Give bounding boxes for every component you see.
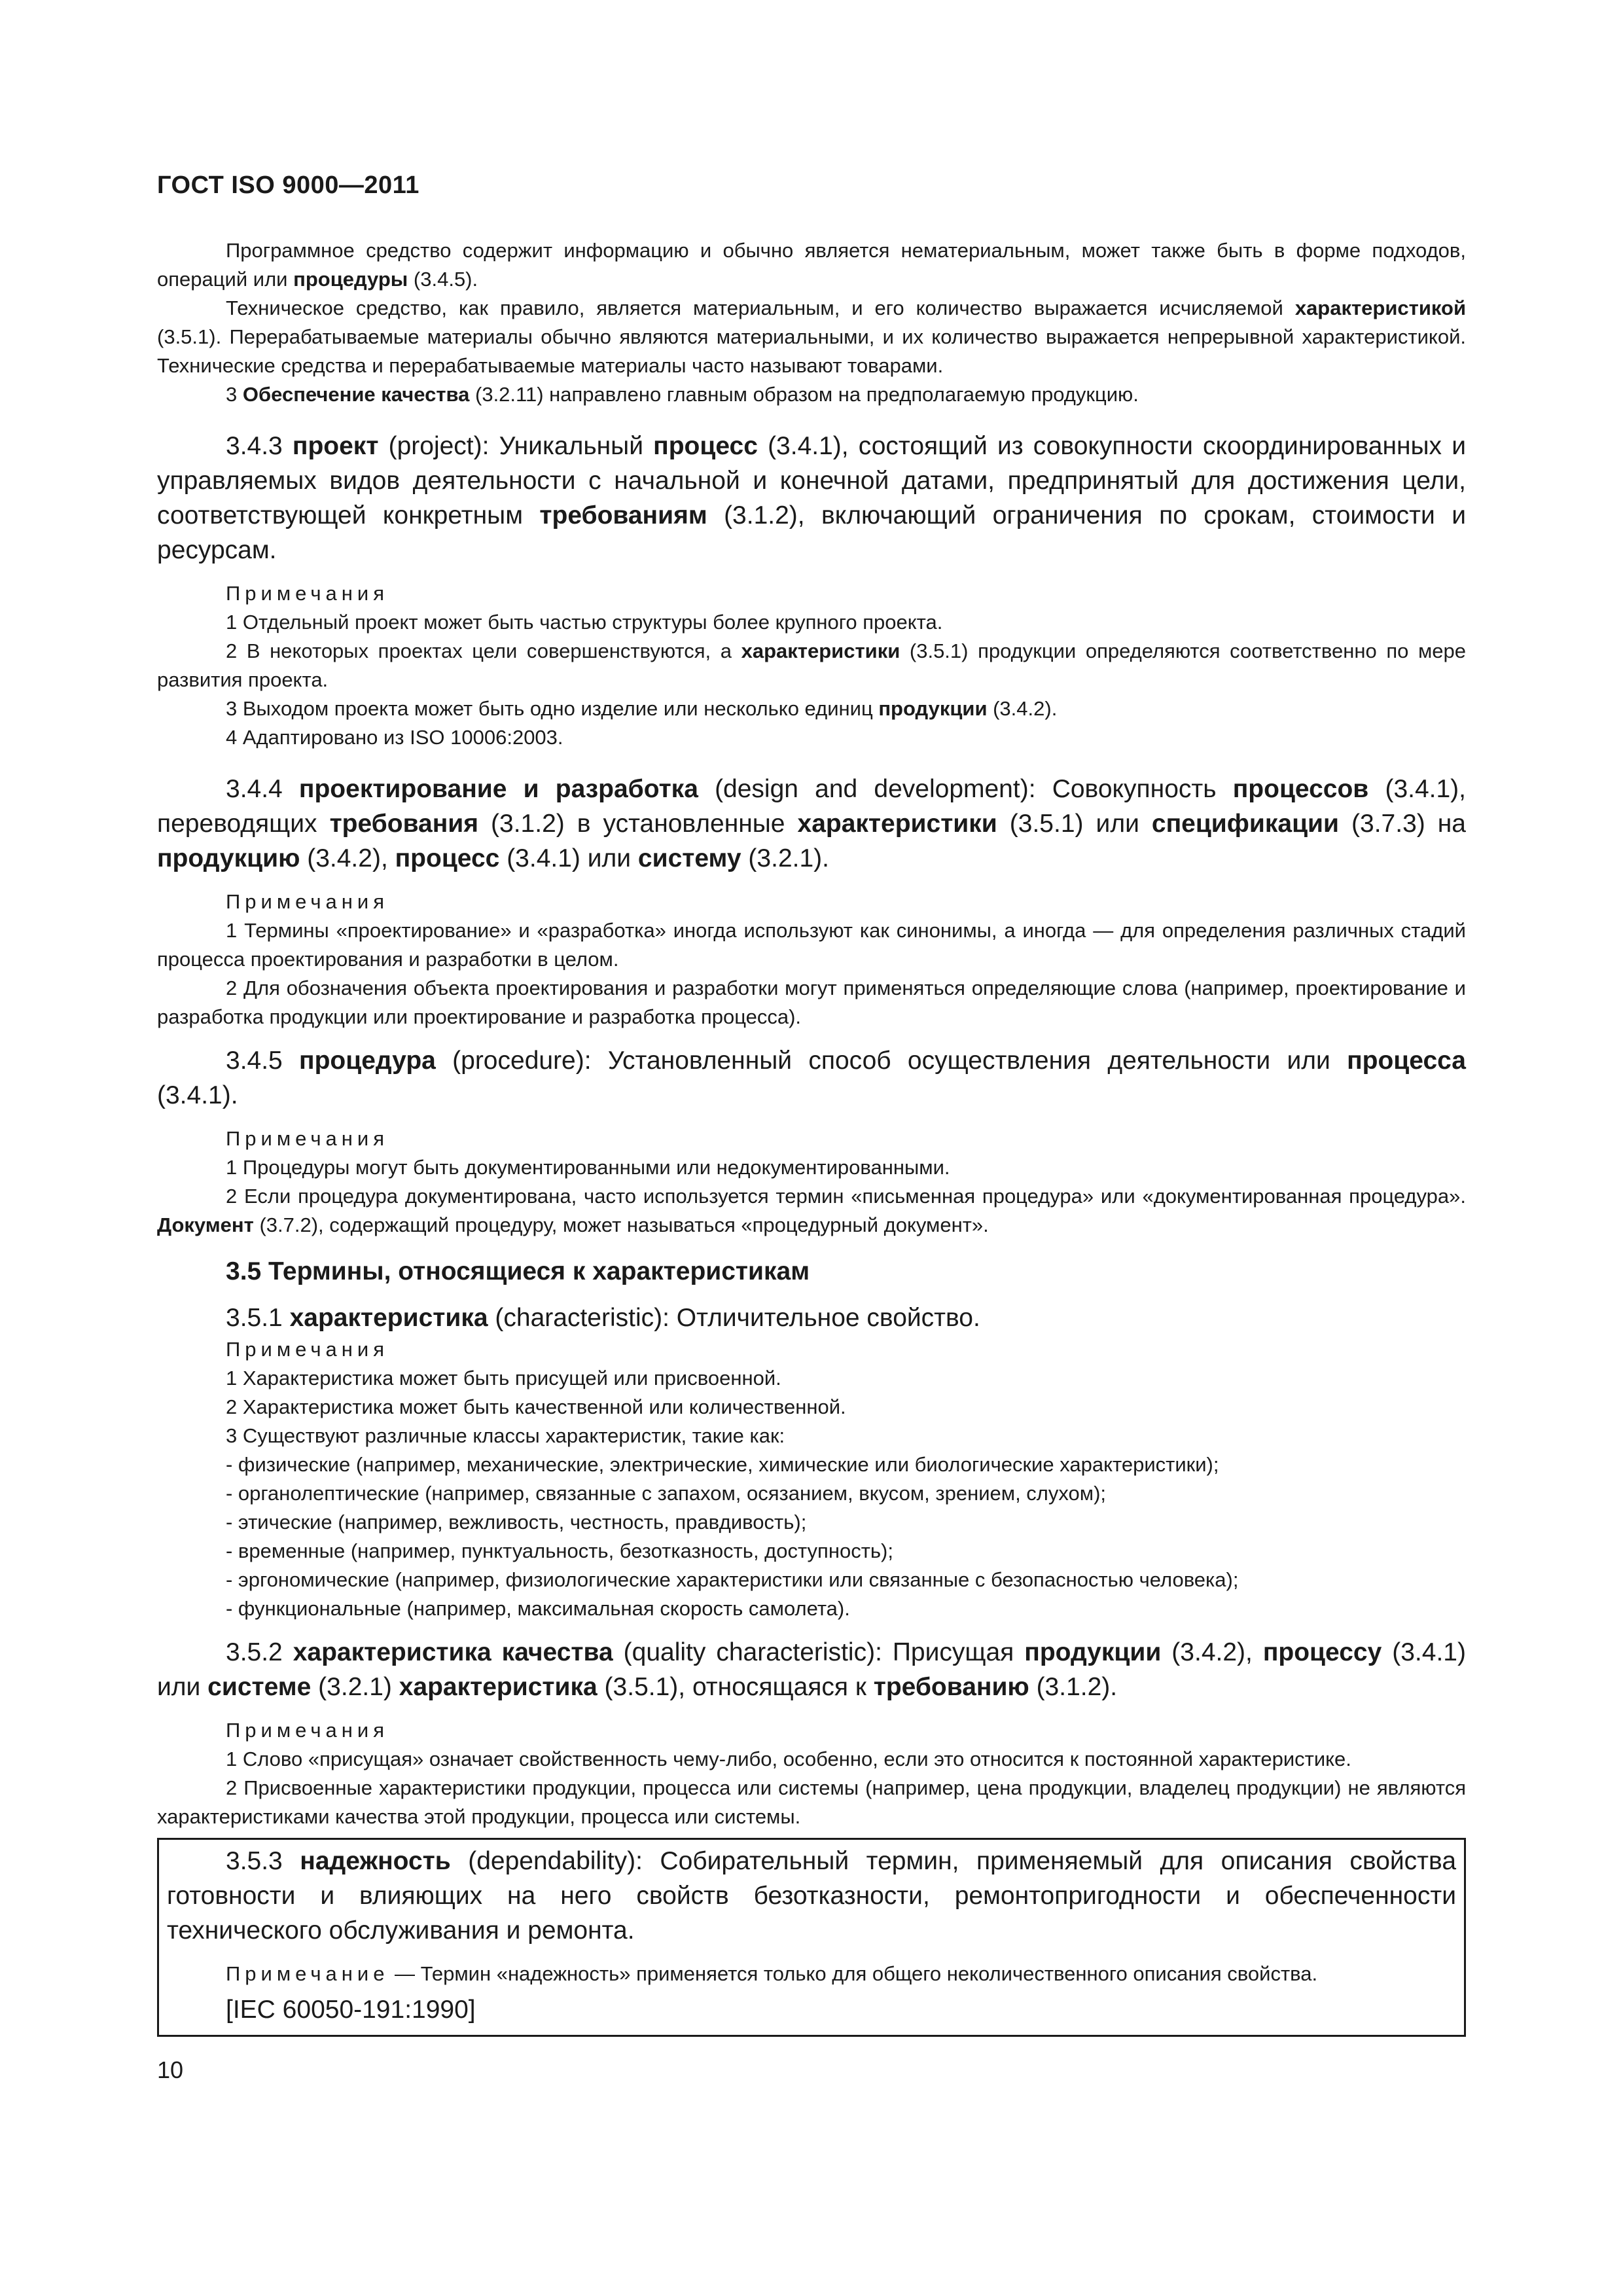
definition-3-5-1: 3.5.1 характеристика (characteristic): Отличительное свойство. <box>226 1304 980 1332</box>
note-item: 1 Термины «проектирование» и «разработка» иногда используют как синонимы, а иногда — для определения различных стадий процесса проектирования и разработки в целом. <box>157 919 1466 971</box>
note-item: Примечание — Термин «надежность» применяется только для общего неколичественного описания свойства. <box>226 1962 1318 1985</box>
notes-title: Примечания <box>226 1338 389 1361</box>
framed-definition-3-5-3 <box>157 1838 1466 2037</box>
list-item: - эргономические (например, физиологические характеристики или связанные с безопасностью человека); <box>226 1568 1239 1591</box>
note-item: 2 Если процедура документирована, часто используется термин «письменная процедура» или «документированная процедура». Документ (3.7.2), содержащий процедуру, может называться «процедурный документ». <box>157 1185 1466 1236</box>
note-item: 1 Отдельный проект может быть частью структуры более крупного проекта. <box>226 611 943 634</box>
definition-3-5-3: 3.5.3 надежность (dependability): Собирательный термин, применяемый для описания свойства готовности и влияющих на него свойств безотказности, ремонтопригодности и обеспеченности технического обслуживания и ремонта. <box>167 1847 1457 1945</box>
definition-3-4-4: 3.4.4 проектирование и разработка (design and development): Совокупность процессов (3.4.1), переводящих требования (3.1.2) в установленные характеристики (3.5.1) или спецификации (3.7.3) на продукцию (3.4.2), процесс (3.4.1) или систему (3.2.1). <box>157 775 1467 872</box>
list-item: - органолептические (например, связанные с запахом, осязанием, вкусом, зрением, слухом); <box>226 1482 1107 1505</box>
note-item: 1 Процедуры могут быть документированными или недокументированными. <box>226 1156 950 1179</box>
note-item: 1 Характеристика может быть присущей или присвоенной. <box>226 1367 781 1390</box>
page-number: 10 <box>157 2056 184 2083</box>
note-item: 2 Характеристика может быть качественной или количественной. <box>226 1395 846 1418</box>
source-reference: [IEC 60050-191:1990] <box>226 1996 476 2024</box>
notes-title: Примечания <box>226 582 389 605</box>
note-item: 2 В некоторых проектах цели совершенствуются, а характеристики (3.5.1) продукции определяются соответственно по мере развития проекта. <box>157 639 1466 691</box>
list-item: - функциональные (например, максимальная скорость самолета). <box>226 1597 850 1620</box>
list-item: - физические (например, механические, электрические, химические или биологические характеристики); <box>226 1453 1219 1476</box>
definition-3-5-2: 3.5.2 характеристика качества (quality characteristic): Присущая продукции (3.4.2), процессу (3.4.1) или системе (3.2.1) характеристика (3.5.1), относящаяся к требованию (3.1.2). <box>157 1638 1466 1701</box>
intro-paragraph-2: Техническое средство, как правило, является материальным, и его количество выражается исчисляемой характеристикой (3.5.1). Перерабатываемые материалы обычно являются материальными, и их количество выражается непрерывной характеристикой. Технические средства и перерабатываемые материалы часто называют товарами. <box>157 296 1466 377</box>
note-item: 4 Адаптировано из ISO 10006:2003. <box>226 726 563 749</box>
definition-3-4-3: 3.4.3 проект (project): Уникальный процесс (3.4.1), состоящий из совокупности скоординированных и управляемых видов деятельности с начальной и конечной датами, предпринятый для достижения цели, соответствующей конкретным требованиям (3.1.2), включающий ограничения по срокам, стоимости и ресурсам. <box>157 432 1466 564</box>
list-item: - временные (например, пунктуальность, безотказность, доступность); <box>226 1539 893 1562</box>
note-item: 3 Выходом проекта может быть одно изделие или несколько единиц продукции (3.4.2). <box>226 697 1058 720</box>
document-page <box>157 171 1466 2084</box>
intro-paragraph-3: 3 Обеспечение качества (3.2.11) направлено главным образом на предполагаемую продукцию. <box>226 383 1139 406</box>
definition-3-4-5: 3.4.5 процедура (procedure): Установленный способ осуществления деятельности или процесса (3.4.1). <box>157 1047 1466 1109</box>
notes-title: Примечания <box>226 890 389 913</box>
section-title-3-5: 3.5 Термины, относящиеся к характеристикам <box>226 1257 810 1285</box>
document-header: ГОСТ ISO 9000—2011 <box>157 171 419 199</box>
notes-title: Примечания <box>226 1127 389 1150</box>
intro-paragraph-1: Программное средство содержит информацию и обычно является нематериальным, может также быть в форме подходов, операций или процедуры (3.4.5). <box>157 239 1466 291</box>
note-item: 2 Для обозначения объекта проектирования и разработки могут применяться определяющие слова (например, проектирование и разработка продукции или проектирование и разработка процесса). <box>157 977 1466 1028</box>
note-item: 1 Слово «присущая» означает свойственность чему-либо, особенно, если это относится к постоянной характеристике. <box>226 1748 1351 1770</box>
list-item: - этические (например, вежливость, честность, правдивость); <box>226 1511 807 1534</box>
notes-title: Примечания <box>226 1719 389 1742</box>
note-item: 3 Существуют различные классы характеристик, такие как: <box>226 1424 785 1447</box>
note-item: 2 Присвоенные характеристики продукции, процесса или системы (например, цена продукции, владелец продукции) не являются характеристиками качества этой продукции, процесса или системы. <box>157 1776 1466 1828</box>
